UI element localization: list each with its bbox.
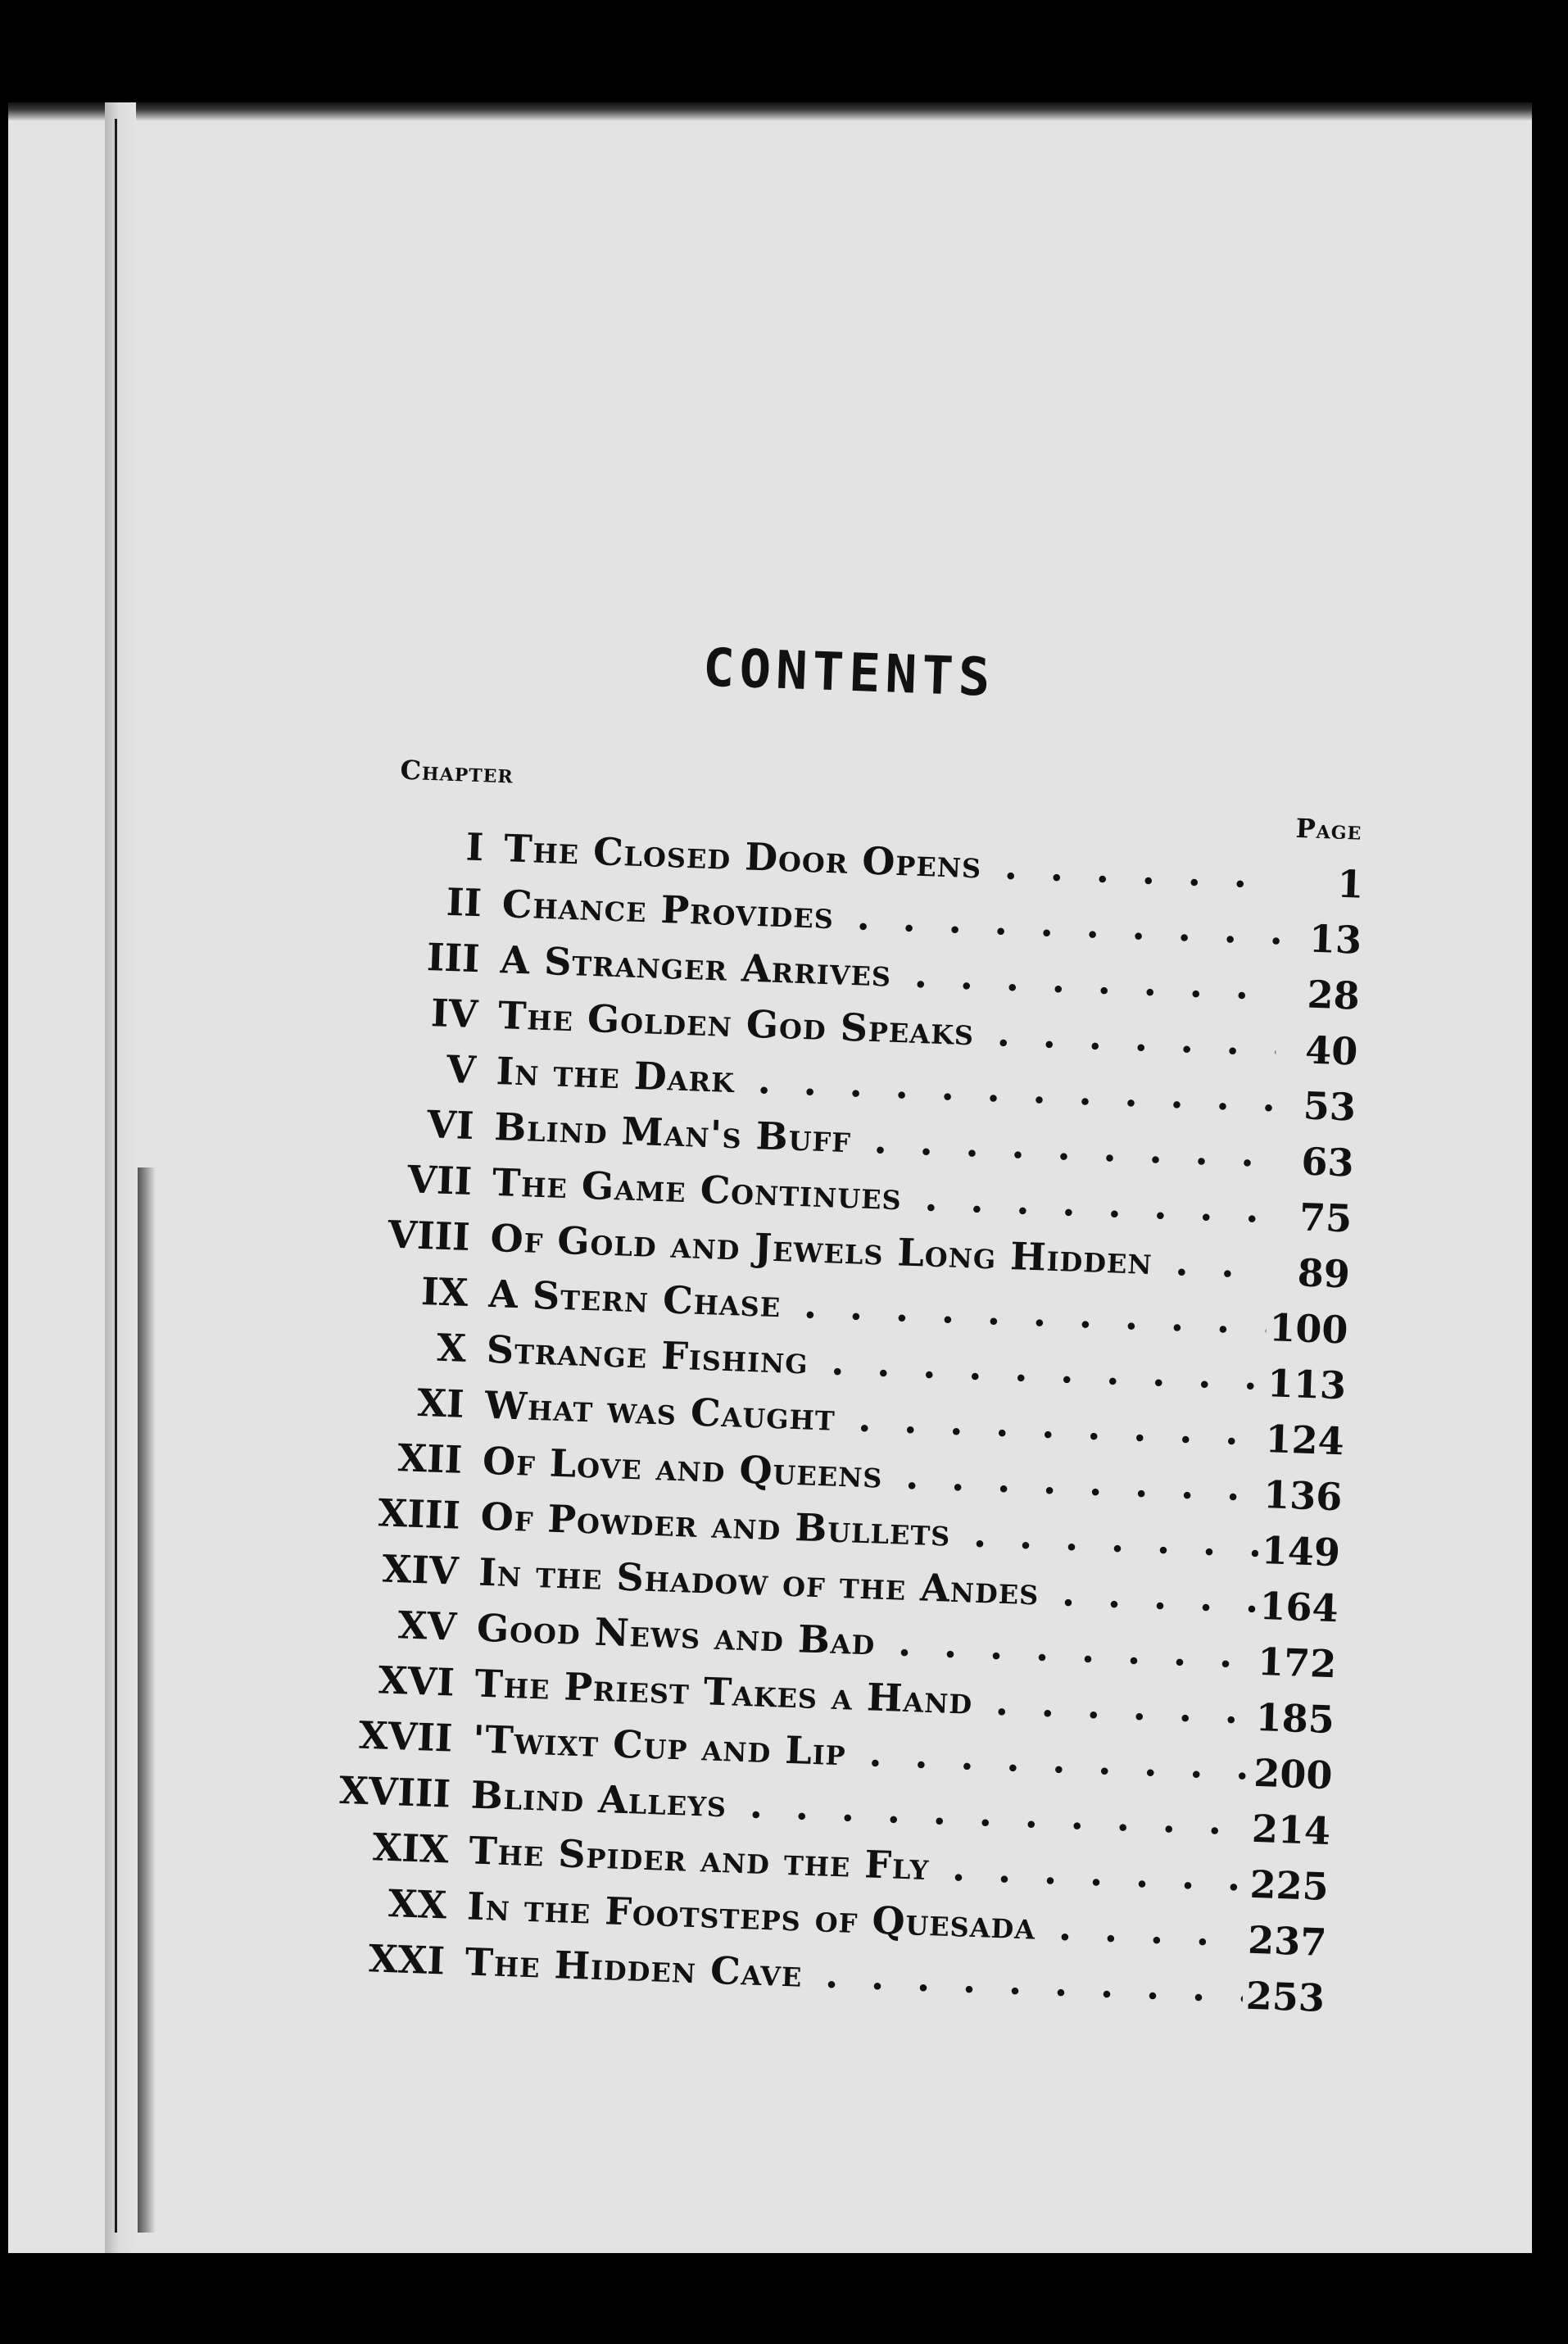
chapter-title: The Game Continues . . . (492, 1158, 1271, 1234)
chapter-page-number: 124 (1264, 1417, 1345, 1464)
chapter-title: The Priest Takes a Hand . . . (474, 1659, 1254, 1735)
chapter-title: Strange Fishing . . . (486, 1325, 1266, 1401)
chapter-title: Chance Provides . . . (501, 879, 1281, 955)
chapter-title: Of Powder and Bullets . . . (480, 1492, 1260, 1568)
chapter-title: In the Footsteps of Quesada . . . (466, 1881, 1246, 1957)
chapter-title: The Spider and the Fly . . . (469, 1825, 1249, 1902)
chapter-number: XI (416, 1380, 465, 1426)
chapter-number: III (426, 934, 481, 982)
chapter-page-number: 113 (1267, 1361, 1347, 1408)
chapter-page-number: 172 (1257, 1639, 1338, 1687)
chapter-title: The Hidden Cave . . . (465, 1937, 1244, 2013)
chapter-title: In the Dark . . . (496, 1046, 1276, 1122)
chapter-page-number: 200 (1253, 1750, 1334, 1798)
chapter-page-number: 13 (1308, 916, 1362, 963)
chapter-column-label: Chapter (399, 754, 514, 790)
chapter-page-number: 28 (1306, 972, 1361, 1018)
chapter-title: What was Caught . . . (484, 1381, 1264, 1457)
contents-heading: CONTENTS (701, 637, 996, 709)
book-page (8, 102, 1532, 2253)
chapter-number: IX (420, 1268, 469, 1315)
chapter-number: XV (397, 1603, 458, 1649)
chapter-page-number: 63 (1300, 1139, 1355, 1186)
chapter-number: XVIII (338, 1767, 451, 1816)
chapter-page-number: 136 (1262, 1472, 1344, 1520)
chapter-page-number: 100 (1268, 1305, 1349, 1353)
chapter-number: VIII (387, 1212, 471, 1259)
chapter-title: Of Love and Queens . . . (482, 1436, 1262, 1512)
chapter-title: The Golden God Speaks . . . (497, 991, 1277, 1067)
chapter-number: XVII (358, 1712, 454, 1761)
chapter-title: Blind Man's Buff . . . (493, 1102, 1273, 1178)
chapter-page-number: 237 (1247, 1917, 1328, 1965)
chapter-number: XX (387, 1881, 448, 1928)
chapter-title: Good News and Bad . . . (476, 1603, 1256, 1680)
chapter-number: VII (406, 1157, 474, 1204)
chapter-title: The Closed Door Opens . . . (503, 823, 1283, 900)
chapter-number: V (446, 1046, 477, 1093)
chapter-number: VI (426, 1102, 475, 1149)
chapter-number: IV (430, 991, 479, 1037)
chapter-number: XIV (381, 1546, 460, 1594)
chapter-number: I (465, 824, 485, 870)
chapter-number: II (446, 879, 483, 926)
chapter-number: XXI (368, 1936, 446, 1984)
chapter-page-number: 40 (1304, 1027, 1359, 1074)
chapter-title: Of Gold and Jewels Long Hidden . . . (490, 1213, 1270, 1290)
chapter-page-number: 89 (1296, 1250, 1351, 1297)
chapter-title: A Stranger Arrives . . . (500, 935, 1280, 1011)
chapter-number: XIX (371, 1825, 450, 1872)
chapter-number: X (436, 1325, 467, 1371)
chapter-page-number: 164 (1258, 1583, 1339, 1631)
chapter-page-number: 1 (1336, 861, 1365, 907)
chapter-page-number: 225 (1249, 1861, 1330, 1910)
chapter-title: Blind Alleys . . . (470, 1770, 1250, 1846)
chapter-number: XII (397, 1435, 464, 1482)
chapter-page-number: 149 (1261, 1527, 1341, 1576)
chapter-number: XVI (377, 1657, 455, 1705)
table-of-contents (8, 102, 1532, 2253)
chapter-page-number: 185 (1254, 1694, 1335, 1743)
chapter-title: In the Shadow of the Andes . . . (478, 1548, 1258, 1624)
chapter-page-number: 53 (1303, 1083, 1357, 1130)
chapter-page-number: 253 (1245, 1973, 1326, 2020)
chapter-number: XIII (377, 1490, 461, 1538)
chapter-page-number: 214 (1251, 1806, 1332, 1854)
page-column-label: Page (1295, 812, 1363, 846)
chapter-title: A Stern Chase . . . (487, 1269, 1267, 1345)
chapter-list (8, 807, 1532, 2029)
chapter-page-number: 75 (1298, 1195, 1353, 1241)
chapter-title: 'Twixt Cup and Lip . . . (472, 1715, 1252, 1791)
